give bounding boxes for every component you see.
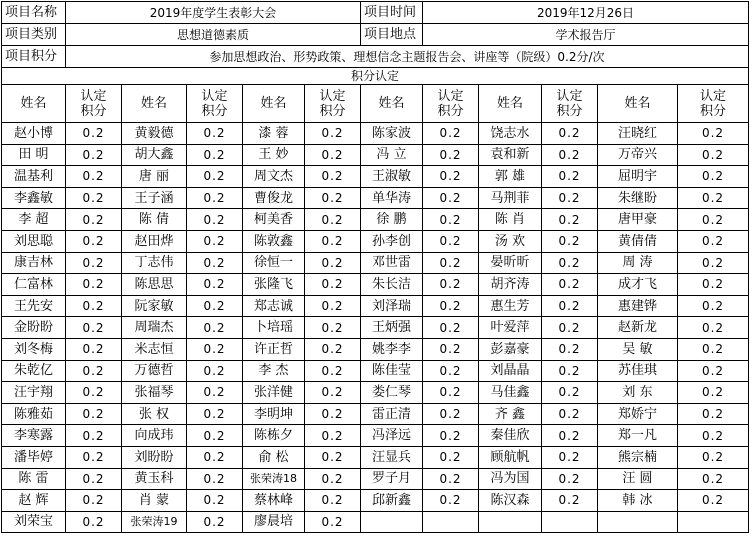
column-header-points-line2: 积分: [699, 103, 726, 119]
name-cell[interactable]: 赵田烨: [122, 230, 187, 252]
points-cell[interactable]: 0.2: [423, 295, 479, 317]
project-name-label: 项目名称: [2, 2, 66, 24]
name-cell[interactable]: 廖晨培: [243, 511, 305, 533]
name-cell[interactable]: 胡齐涛: [479, 274, 542, 296]
name-cell[interactable]: 田 明: [2, 144, 66, 166]
header-row-3: [2, 46, 749, 68]
name-cell[interactable]: 张荣涛19: [122, 511, 187, 533]
header-row-2: [2, 24, 749, 46]
project-type-label: 项目类别: [2, 24, 66, 46]
column-header-points: [423, 85, 479, 123]
name-cell[interactable]: 朱继盼: [598, 187, 678, 209]
points-cell[interactable]: 0.2: [187, 144, 243, 166]
name-cell[interactable]: 万帝兴: [598, 144, 678, 166]
name-cell[interactable]: 潘毕婷: [2, 446, 66, 468]
project-time-value[interactable]: 2019年12月26日: [423, 2, 749, 24]
name-cell[interactable]: 黄玉科: [122, 468, 187, 490]
name-cell[interactable]: 金盼盼: [2, 317, 66, 339]
points-cell[interactable]: 0.2: [187, 317, 243, 339]
points-cell[interactable]: 0.2: [542, 166, 598, 188]
name-cell[interactable]: 陈思思: [122, 274, 187, 296]
name-cell[interactable]: 汪显兵: [361, 446, 423, 468]
points-cell[interactable]: 0.2: [66, 230, 122, 252]
name-cell[interactable]: 冯为国: [479, 468, 542, 490]
points-cell[interactable]: 0.2: [66, 144, 122, 166]
points-cell[interactable]: 0.2: [66, 317, 122, 339]
points-cell[interactable]: 0.2: [678, 144, 749, 166]
points-cell[interactable]: 0.2: [678, 317, 749, 339]
points-cell[interactable]: 0.2: [423, 274, 479, 296]
name-cell[interactable]: 袁和新: [479, 144, 542, 166]
points-cell[interactable]: 0.2: [678, 468, 749, 490]
points-cell[interactable]: 0.2: [542, 403, 598, 425]
name-cell[interactable]: 熊宗楠: [598, 446, 678, 468]
name-cell[interactable]: 唐甲豪: [598, 209, 678, 231]
points-cell[interactable]: 0.2: [66, 360, 122, 382]
project-points-label: 项目积分: [2, 46, 66, 68]
name-cell[interactable]: 许正哲: [243, 338, 305, 360]
points-cell[interactable]: 0.2: [305, 511, 361, 533]
name-cell[interactable]: 吴 敏: [598, 338, 678, 360]
header-row-1: [2, 2, 749, 24]
points-cell[interactable]: 0.2: [305, 274, 361, 296]
name-cell[interactable]: 秦佳欣: [479, 425, 542, 447]
points-cell[interactable]: 0.2: [66, 209, 122, 231]
table-row: [2, 468, 749, 490]
name-cell[interactable]: 刘荣宝: [2, 511, 66, 533]
column-header-points-line2: 积分: [556, 103, 583, 119]
name-cell[interactable]: 叶爱萍: [479, 317, 542, 339]
points-cell[interactable]: 0.2: [423, 209, 479, 231]
column-header-name: 姓名: [598, 85, 678, 123]
table-row: [2, 166, 749, 188]
points-cell[interactable]: 0.2: [305, 317, 361, 339]
points-cell[interactable]: 0.2: [678, 338, 749, 360]
name-cell[interactable]: 万德哲: [122, 360, 187, 382]
name-cell[interactable]: 陈栋夕: [243, 425, 305, 447]
points-cell[interactable]: 0.2: [678, 360, 749, 382]
name-cell[interactable]: 仁富林: [2, 274, 66, 296]
points-cell[interactable]: 0.2: [678, 187, 749, 209]
name-cell[interactable]: 黄毅德: [122, 123, 187, 145]
points-cell[interactable]: 0.2: [423, 403, 479, 425]
points-cell[interactable]: 0.2: [305, 425, 361, 447]
points-cell[interactable]: 0.2: [423, 166, 479, 188]
name-cell[interactable]: 周 涛: [598, 252, 678, 274]
name-cell[interactable]: 张荣涛18: [243, 468, 305, 490]
name-cell[interactable]: 陈敦鑫: [243, 230, 305, 252]
name-cell[interactable]: 曹俊龙: [243, 187, 305, 209]
name-cell[interactable]: 晏昕昕: [479, 252, 542, 274]
name-cell[interactable]: 邓世雷: [361, 252, 423, 274]
name-cell[interactable]: 陈家波: [361, 123, 423, 145]
name-cell[interactable]: 汪宇翔: [2, 382, 66, 404]
name-cell[interactable]: 郑娇宁: [598, 403, 678, 425]
points-cell[interactable]: 0.2: [66, 403, 122, 425]
name-cell[interactable]: 汤 欢: [479, 230, 542, 252]
name-cell[interactable]: 肖 蒙: [122, 490, 187, 512]
points-cell[interactable]: 0.2: [542, 144, 598, 166]
points-cell[interactable]: 0.2: [187, 425, 243, 447]
table-row: [2, 230, 749, 252]
name-cell[interactable]: 王炳强: [361, 317, 423, 339]
points-cell[interactable]: 0.2: [187, 123, 243, 145]
name-cell[interactable]: 柯美香: [243, 209, 305, 231]
points-cell[interactable]: 0.2: [305, 230, 361, 252]
name-cell[interactable]: 向成玮: [122, 425, 187, 447]
column-header-points-line2: 积分: [437, 103, 464, 119]
name-cell[interactable]: 孙李创: [361, 230, 423, 252]
points-cell[interactable]: 0.2: [542, 360, 598, 382]
name-cell[interactable]: 马荆菲: [479, 187, 542, 209]
points-cell[interactable]: 0.2: [678, 123, 749, 145]
points-cell[interactable]: 0.2: [187, 511, 243, 533]
points-cell[interactable]: 0.2: [187, 209, 243, 231]
name-cell[interactable]: 王 妙: [243, 144, 305, 166]
name-cell[interactable]: [361, 511, 423, 533]
name-cell[interactable]: 刘思聪: [2, 230, 66, 252]
name-cell[interactable]: 张洋健: [243, 382, 305, 404]
points-cell[interactable]: 0.2: [187, 187, 243, 209]
name-cell[interactable]: 韩 冰: [598, 490, 678, 512]
name-cell[interactable]: 张 权: [122, 403, 187, 425]
points-cell[interactable]: 0.2: [542, 382, 598, 404]
column-header-points: [187, 85, 243, 123]
name-cell[interactable]: 雷正清: [361, 403, 423, 425]
points-cell[interactable]: 0.2: [187, 382, 243, 404]
name-cell[interactable]: 徐恒一: [243, 252, 305, 274]
table-row: [2, 144, 749, 166]
points-cell[interactable]: 0.2: [678, 230, 749, 252]
points-cell[interactable]: [542, 511, 598, 533]
points-cell[interactable]: 0.2: [423, 230, 479, 252]
table-row: [2, 274, 749, 296]
points-cell[interactable]: 0.2: [542, 187, 598, 209]
points-cell[interactable]: 0.2: [305, 468, 361, 490]
name-cell[interactable]: 刘盼盼: [122, 446, 187, 468]
points-cell[interactable]: 0.2: [187, 403, 243, 425]
name-cell[interactable]: 徐 鹏: [361, 209, 423, 231]
table-row: [2, 187, 749, 209]
points-cell[interactable]: 0.2: [305, 166, 361, 188]
name-cell[interactable]: 马佳鑫: [479, 382, 542, 404]
table-row: [2, 382, 749, 404]
points-cell[interactable]: 0.2: [187, 252, 243, 274]
column-header-name: 姓名: [122, 85, 187, 123]
column-header-points-line1: 认定: [201, 88, 228, 104]
name-cell[interactable]: 胡大鑫: [122, 144, 187, 166]
name-cell[interactable]: 刘泽瑞: [361, 295, 423, 317]
name-cell[interactable]: 陈雅茹: [2, 403, 66, 425]
points-cell[interactable]: 0.2: [423, 425, 479, 447]
name-cell[interactable]: 唐 丽: [122, 166, 187, 188]
column-header-points-line2: 积分: [80, 103, 107, 119]
points-cell[interactable]: 0.2: [542, 468, 598, 490]
table-row: [2, 295, 749, 317]
points-cell[interactable]: 0.2: [187, 295, 243, 317]
points-cell[interactable]: 0.2: [678, 382, 749, 404]
name-cell[interactable]: 郑志诚: [243, 295, 305, 317]
column-header-points-line2: 积分: [201, 103, 228, 119]
points-cell[interactable]: 0.2: [66, 166, 122, 188]
name-cell[interactable]: 邱新鑫: [361, 490, 423, 512]
name-cell[interactable]: 王先安: [2, 295, 66, 317]
project-location-label: 项目地点: [361, 24, 423, 46]
points-cell[interactable]: 0.2: [678, 274, 749, 296]
name-cell[interactable]: 冯泽远: [361, 425, 423, 447]
name-cell[interactable]: 苏佳琪: [598, 360, 678, 382]
name-cell[interactable]: 张隆飞: [243, 274, 305, 296]
points-cell[interactable]: 0.2: [423, 123, 479, 145]
points-cell[interactable]: 0.2: [66, 187, 122, 209]
name-cell[interactable]: 赵小博: [2, 123, 66, 145]
column-header-points-line1: 认定: [80, 88, 107, 104]
name-cell[interactable]: 成才飞: [598, 274, 678, 296]
project-time-label: 项目时间: [361, 2, 423, 24]
name-cell[interactable]: 郭 雄: [479, 166, 542, 188]
points-cell[interactable]: 0.2: [187, 230, 243, 252]
points-cell[interactable]: 0.2: [305, 360, 361, 382]
name-cell[interactable]: [598, 511, 678, 533]
table-row: [2, 360, 749, 382]
points-cell[interactable]: 0.2: [542, 446, 598, 468]
points-cell[interactable]: 0.2: [305, 338, 361, 360]
points-cell[interactable]: 0.2: [542, 425, 598, 447]
name-cell[interactable]: 娄仁琴: [361, 382, 423, 404]
name-cell[interactable]: 惠建铧: [598, 295, 678, 317]
name-cell[interactable]: 温基利: [2, 166, 66, 188]
points-cell[interactable]: 0.2: [423, 338, 479, 360]
points-cell[interactable]: 0.2: [542, 490, 598, 512]
points-cell[interactable]: 0.2: [678, 295, 749, 317]
name-cell[interactable]: 罗子月: [361, 468, 423, 490]
name-cell[interactable]: 漆 蓉: [243, 123, 305, 145]
name-cell[interactable]: 王子涵: [122, 187, 187, 209]
name-cell[interactable]: 彭嘉豪: [479, 338, 542, 360]
name-cell[interactable]: 单华涛: [361, 187, 423, 209]
name-cell[interactable]: 李鑫敏: [2, 187, 66, 209]
table-row: [2, 317, 749, 339]
points-cell[interactable]: 0.2: [305, 403, 361, 425]
points-cell[interactable]: 0.2: [66, 511, 122, 533]
points-cell[interactable]: 0.2: [66, 382, 122, 404]
name-cell[interactable]: 冯 立: [361, 144, 423, 166]
points-cell[interactable]: 0.2: [66, 446, 122, 468]
name-cell[interactable]: 丁志伟: [122, 252, 187, 274]
name-cell[interactable]: 刘冬梅: [2, 338, 66, 360]
table-row: [2, 209, 749, 231]
column-header-points: [678, 85, 749, 123]
column-header-name: 姓名: [361, 85, 423, 123]
points-cell[interactable]: 0.2: [678, 446, 749, 468]
name-cell[interactable]: 屈明宇: [598, 166, 678, 188]
name-cell[interactable]: 郑一凡: [598, 425, 678, 447]
name-cell[interactable]: 朱乾亿: [2, 360, 66, 382]
points-cell[interactable]: 0.2: [66, 490, 122, 512]
name-cell[interactable]: 赵 辉: [2, 490, 66, 512]
name-cell[interactable]: 陈 肖: [479, 209, 542, 231]
points-cell[interactable]: 0.2: [678, 403, 749, 425]
name-cell[interactable]: 陈汉森: [479, 490, 542, 512]
name-cell[interactable]: 俞 松: [243, 446, 305, 468]
column-header-name: 姓名: [2, 85, 66, 123]
name-cell[interactable]: 周文杰: [243, 166, 305, 188]
name-cell[interactable]: 陈 倩: [122, 209, 187, 231]
name-cell[interactable]: 汪晓红: [598, 123, 678, 145]
points-cell[interactable]: 0.2: [423, 468, 479, 490]
name-cell[interactable]: 赵新龙: [598, 317, 678, 339]
table-row: [2, 511, 749, 533]
points-cell[interactable]: 0.2: [66, 123, 122, 145]
points-cell[interactable]: [678, 511, 749, 533]
table-row: [2, 446, 749, 468]
column-header-name: 姓名: [243, 85, 305, 123]
name-cell[interactable]: 张福琴: [122, 382, 187, 404]
points-cell[interactable]: 0.2: [423, 187, 479, 209]
name-cell[interactable]: 王淑敏: [361, 166, 423, 188]
points-cell[interactable]: 0.2: [542, 338, 598, 360]
points-cell[interactable]: 0.2: [423, 317, 479, 339]
points-cell[interactable]: 0.2: [305, 446, 361, 468]
name-cell[interactable]: 顾航帆: [479, 446, 542, 468]
table-row: [2, 425, 749, 447]
name-cell[interactable]: 刘 东: [598, 382, 678, 404]
points-cell[interactable]: 0.2: [187, 490, 243, 512]
points-cell[interactable]: 0.2: [542, 209, 598, 231]
name-cell[interactable]: 姚李李: [361, 338, 423, 360]
table-row: [2, 123, 749, 145]
project-type-value[interactable]: 思想道德素质: [66, 24, 361, 46]
name-cell[interactable]: 李 超: [2, 209, 66, 231]
column-header-points-line1: 认定: [699, 88, 726, 104]
spreadsheet: [1, 1, 749, 533]
points-cell[interactable]: 0.2: [305, 187, 361, 209]
column-header-row: [2, 85, 749, 123]
project-location-value[interactable]: 学术报告厅: [423, 24, 749, 46]
name-cell[interactable]: 周瑞杰: [122, 317, 187, 339]
points-cell[interactable]: 0.2: [66, 295, 122, 317]
name-cell[interactable]: 李明坤: [243, 403, 305, 425]
points-cell[interactable]: 0.2: [305, 144, 361, 166]
table-row: [2, 490, 749, 512]
column-header-points: [305, 85, 361, 123]
name-cell[interactable]: 黄倩倩: [598, 230, 678, 252]
name-cell[interactable]: 陈佳莹: [361, 360, 423, 382]
name-cell[interactable]: 朱长洁: [361, 274, 423, 296]
name-cell[interactable]: 陈 雷: [2, 468, 66, 490]
column-header-points-line2: 积分: [319, 103, 346, 119]
column-header-points-line1: 认定: [437, 88, 464, 104]
points-cell[interactable]: 0.2: [305, 123, 361, 145]
project-name-value[interactable]: 2019年度学生表彰大会: [66, 2, 361, 24]
points-cell[interactable]: 0.2: [423, 490, 479, 512]
points-cell[interactable]: 0.2: [542, 317, 598, 339]
points-cell[interactable]: [423, 511, 479, 533]
section-title-row: [2, 68, 749, 85]
column-header-points-line1: 认定: [319, 88, 346, 104]
points-cell[interactable]: 0.2: [66, 425, 122, 447]
column-header-name: 姓名: [479, 85, 542, 123]
name-cell[interactable]: 李寒露: [2, 425, 66, 447]
points-cell[interactable]: 0.2: [187, 338, 243, 360]
name-cell[interactable]: 汪 圆: [598, 468, 678, 490]
table-row: [2, 338, 749, 360]
column-header-points: [542, 85, 598, 123]
points-cell[interactable]: 0.2: [423, 360, 479, 382]
points-cell[interactable]: 0.2: [66, 338, 122, 360]
project-points-value[interactable]: 参加思想政治、形势政策、理想信念主题报告会、讲座等（院级）0.2分/次: [66, 46, 749, 68]
name-cell[interactable]: [479, 511, 542, 533]
points-cell[interactable]: 0.2: [678, 425, 749, 447]
table-row: [2, 252, 749, 274]
name-cell[interactable]: 阮家敏: [122, 295, 187, 317]
points-table: [1, 1, 749, 533]
name-cell[interactable]: 刘晶晶: [479, 360, 542, 382]
table-row: [2, 403, 749, 425]
points-cell[interactable]: 0.2: [542, 274, 598, 296]
points-cell[interactable]: 0.2: [305, 382, 361, 404]
points-cell[interactable]: 0.2: [678, 209, 749, 231]
points-cell[interactable]: 0.2: [423, 446, 479, 468]
points-cell[interactable]: 0.2: [542, 295, 598, 317]
name-cell[interactable]: 惠生芳: [479, 295, 542, 317]
points-cell[interactable]: 0.2: [423, 144, 479, 166]
points-cell[interactable]: 0.2: [187, 360, 243, 382]
points-cell[interactable]: 0.2: [187, 166, 243, 188]
points-cell[interactable]: 0.2: [423, 252, 479, 274]
name-cell[interactable]: 卜培瑶: [243, 317, 305, 339]
points-cell[interactable]: 0.2: [678, 252, 749, 274]
section-title: 积分认定: [2, 68, 749, 85]
points-cell[interactable]: 0.2: [187, 274, 243, 296]
points-cell[interactable]: 0.2: [305, 209, 361, 231]
points-cell[interactable]: 0.2: [66, 468, 122, 490]
points-cell[interactable]: 0.2: [542, 252, 598, 274]
column-header-points-line1: 认定: [556, 88, 583, 104]
points-cell[interactable]: 0.2: [542, 123, 598, 145]
points-cell[interactable]: 0.2: [678, 490, 749, 512]
name-cell[interactable]: 齐 鑫: [479, 403, 542, 425]
column-header-points: [66, 85, 122, 123]
points-cell[interactable]: 0.2: [678, 166, 749, 188]
points-cell[interactable]: 0.2: [305, 295, 361, 317]
points-cell[interactable]: 0.2: [542, 230, 598, 252]
name-cell[interactable]: 康吉林: [2, 252, 66, 274]
points-cell[interactable]: 0.2: [305, 252, 361, 274]
name-cell[interactable]: 李 杰: [243, 360, 305, 382]
points-cell[interactable]: 0.2: [423, 382, 479, 404]
name-cell[interactable]: 蔡林峰: [243, 490, 305, 512]
name-cell[interactable]: 饶志水: [479, 123, 542, 145]
points-cell[interactable]: 0.2: [66, 252, 122, 274]
name-cell[interactable]: 米志恒: [122, 338, 187, 360]
points-cell[interactable]: 0.2: [187, 468, 243, 490]
points-cell[interactable]: 0.2: [187, 446, 243, 468]
points-cell[interactable]: 0.2: [66, 274, 122, 296]
points-cell[interactable]: 0.2: [305, 490, 361, 512]
